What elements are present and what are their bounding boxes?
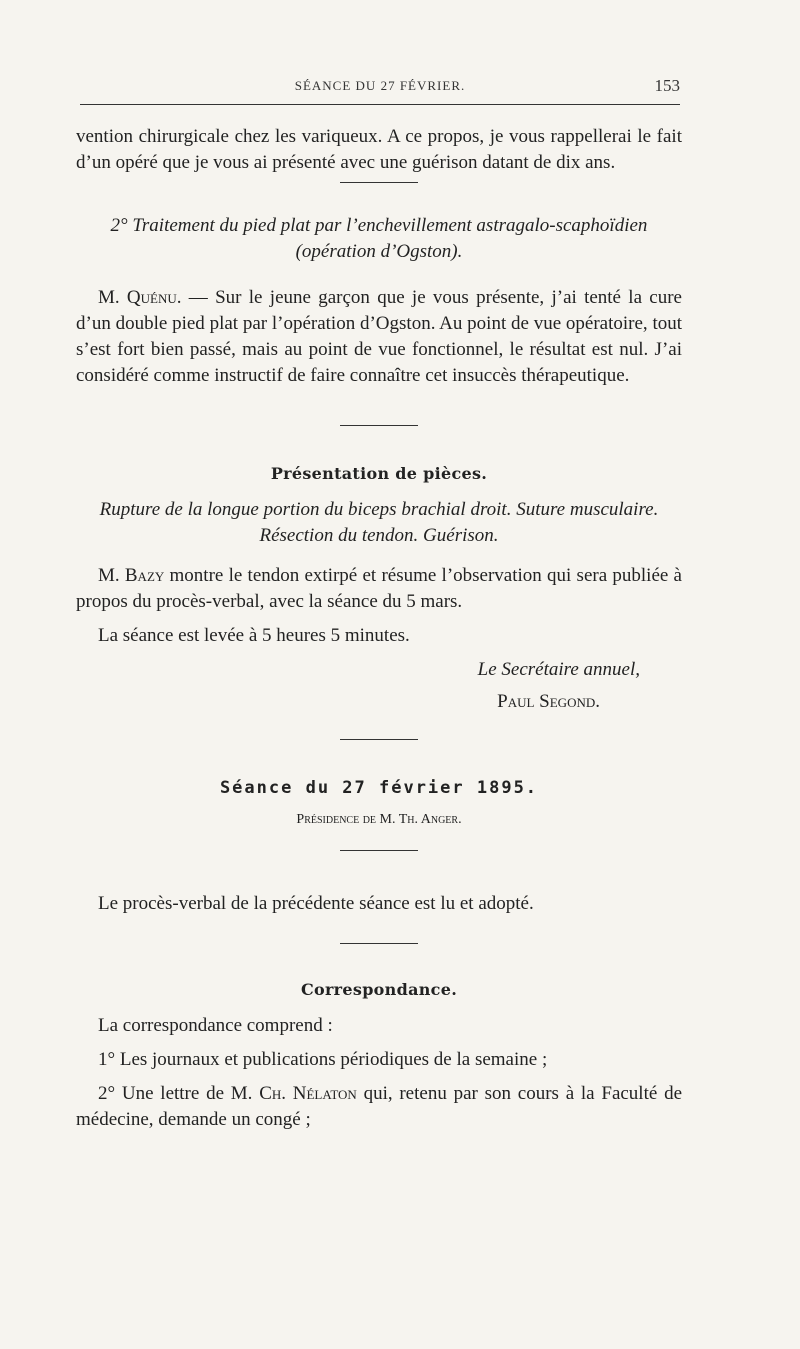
paragraph-correspondance-intro: La correspondance comprend : bbox=[98, 1015, 333, 1036]
item2-prefix: 2° Une lettre de M. bbox=[98, 1083, 260, 1104]
bazy-text: montre le tendon extirpé et résume l’observation qui sera publiée à propos du procès-verbal, avec la séance du 5 mars. bbox=[76, 565, 682, 612]
running-head: SÉANCE DU 27 FÉVRIER. bbox=[294, 78, 466, 93]
list-item-2 bbox=[76, 1081, 682, 1133]
heading-seance: Séance du 27 février 1895. bbox=[219, 778, 539, 798]
item2-suffix: qui, retenu par son cours à la Faculté de médecine, demande un congé ; bbox=[76, 1083, 682, 1130]
page-content bbox=[76, 124, 682, 1133]
heading-presentation-pieces: Présentation de pièces. bbox=[270, 464, 488, 483]
presidence-text: Présidence de M. Th. Anger. bbox=[296, 812, 462, 827]
item2-name: Ch. Nélaton bbox=[259, 1083, 357, 1104]
title-rupture-biceps: Rupture de la longue portion du biceps brachial droit. Suture musculaire. Résection du tendon. Guérison. bbox=[99, 499, 659, 546]
secretary-title: Le Secrétaire annuel, bbox=[477, 659, 640, 680]
separator-rule bbox=[340, 182, 418, 183]
speaker-quenu: M. Quénu. bbox=[98, 287, 182, 308]
quenu-text: — Sur le jeune garçon que je vous présente, j’ai tenté la cure d’un double pied plat par l’opération d’Ogston. Au point de vue opératoire, tout s’est fort bien passé, mais au point de vue fonctionnel, le résultat est nul. J’ai considéré comme instructif de faire connaître cet insuccès thérapeutique. bbox=[76, 287, 682, 386]
separator-rule bbox=[340, 850, 418, 851]
presidence-line bbox=[76, 812, 682, 828]
paragraph-continuation: vention chirurgicale chez les variqueux. A ce propos, je vous rappellerai le fait d’un opéré que je vous ai présenté avec une guérison datant de dix ans. bbox=[76, 126, 682, 173]
paragraph-bazy bbox=[76, 563, 682, 615]
section-title-pied-plat: 2° Traitement du pied plat par l’enchevillement astragalo-scaphoïdien (opération d’Ogston). bbox=[110, 215, 648, 262]
list-item-1: 1° Les journaux et publications périodiques de la semaine ; bbox=[98, 1049, 548, 1070]
paragraph-proces-verbal: Le procès-verbal de la précédente séance est lu et adopté. bbox=[98, 893, 534, 914]
separator-rule bbox=[340, 739, 418, 740]
separator-rule bbox=[340, 943, 418, 944]
page-number: 153 bbox=[654, 76, 680, 95]
separator-rule bbox=[340, 425, 418, 426]
paragraph-quenu bbox=[76, 285, 682, 389]
page-header bbox=[80, 74, 680, 105]
secretary-name: Paul Segond. bbox=[497, 691, 600, 712]
speaker-bazy: M. Bazy bbox=[98, 565, 165, 586]
paragraph-seance-levee: La séance est levée à 5 heures 5 minutes. bbox=[98, 625, 410, 646]
heading-correspondance: Correspondance. bbox=[300, 980, 458, 999]
